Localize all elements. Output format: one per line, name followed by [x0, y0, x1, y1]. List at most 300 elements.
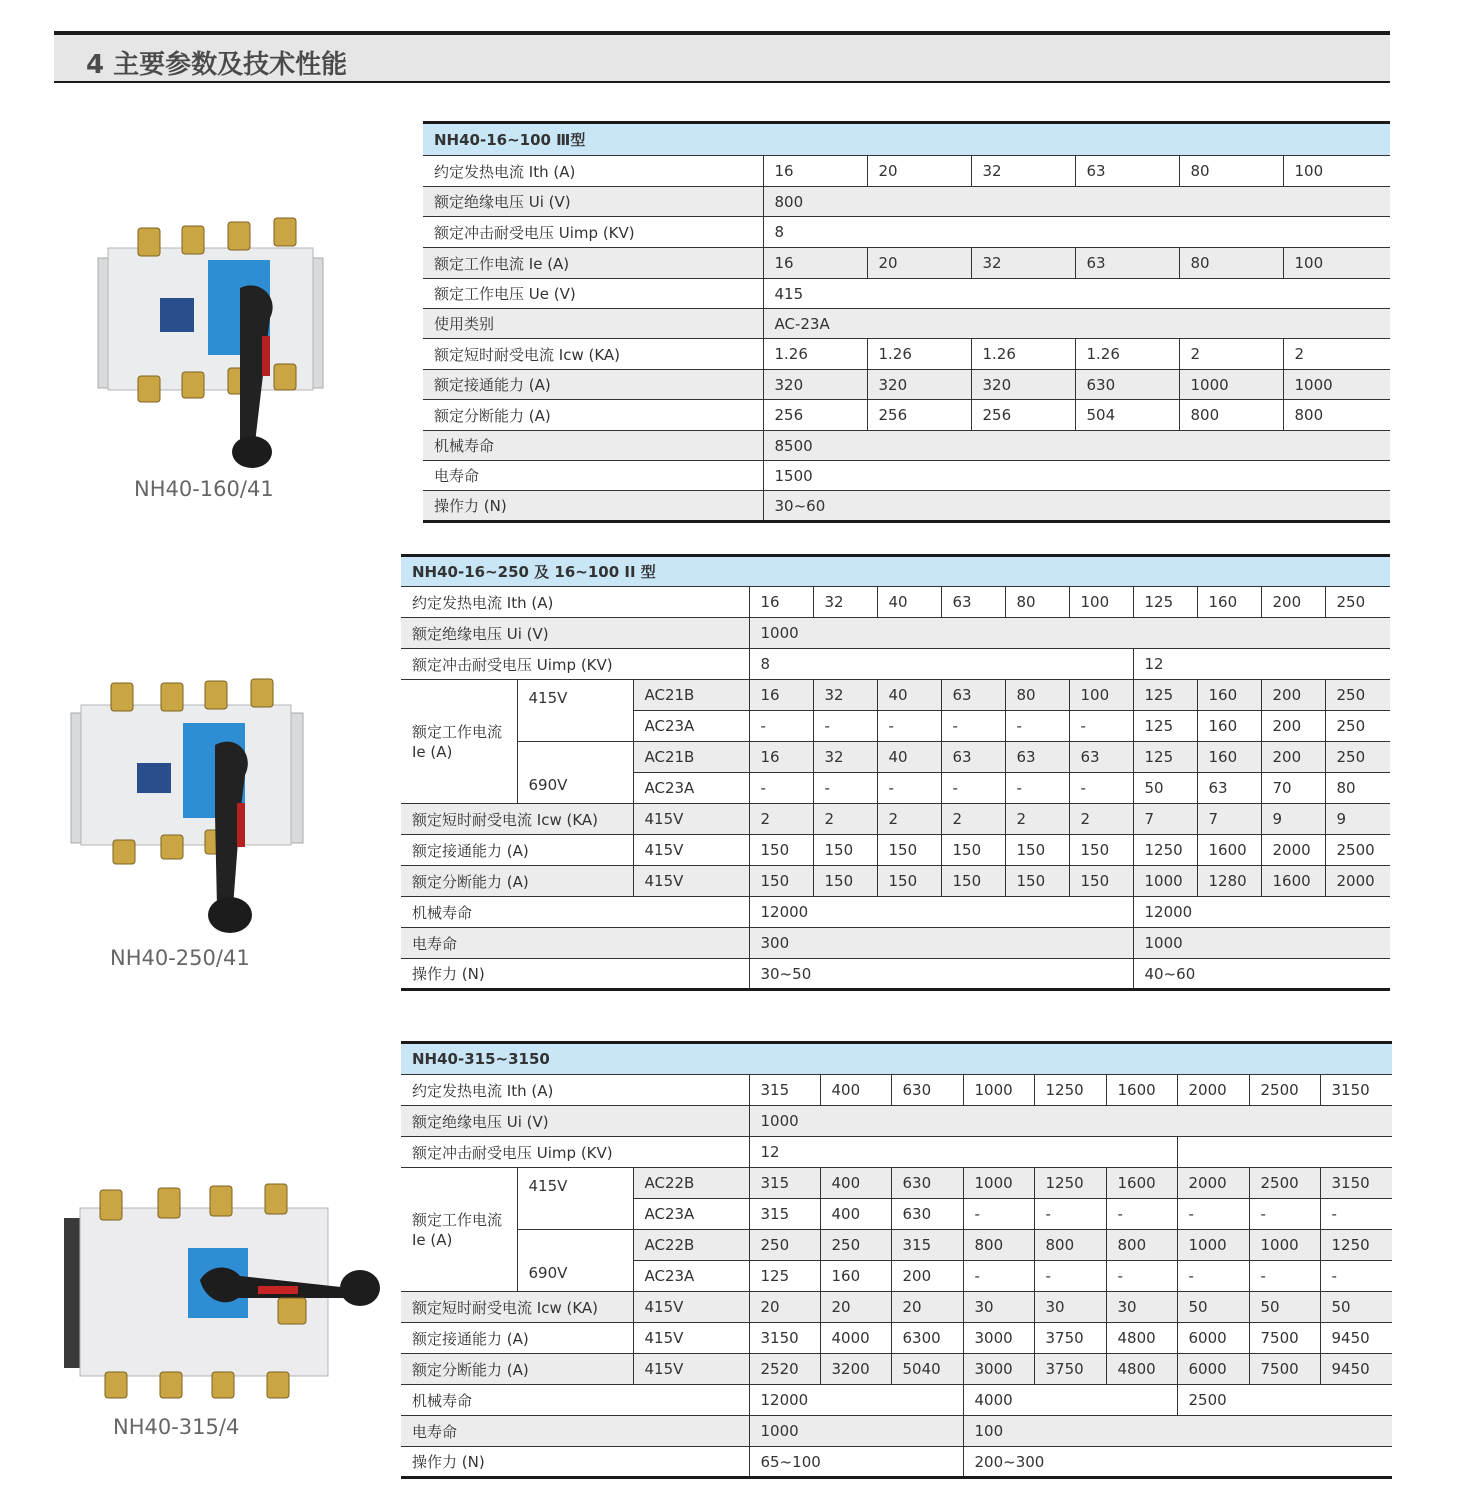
value-cell: 150: [1069, 835, 1133, 866]
table-title: NH40-16~100 Ⅲ型: [423, 123, 1390, 156]
value-cell: 30~50: [749, 959, 1133, 990]
section-title: 4 主要参数及技术性能: [86, 50, 348, 80]
voltage-cell: 415V: [633, 866, 749, 897]
value-cell: 20: [867, 248, 971, 279]
row-label: 机械寿命: [401, 897, 749, 928]
voltage-cell: 415V: [517, 1168, 633, 1230]
value-cell: -: [1106, 1199, 1177, 1230]
value-cell: 2: [1283, 339, 1390, 370]
value-cell: 250: [820, 1230, 891, 1261]
value-cell: 20: [891, 1292, 963, 1323]
voltage-cell: 415V: [517, 680, 633, 742]
row-label: 额定短时耐受电流 Icw (KA): [401, 804, 633, 835]
value-cell: 30: [1034, 1292, 1106, 1323]
value-cell: -: [1005, 773, 1069, 804]
category-cell: AC22B: [633, 1230, 749, 1261]
table-row: [423, 248, 1390, 279]
table-row: [423, 279, 1390, 309]
value-cell: 9450: [1320, 1354, 1392, 1385]
value-cell: 125: [1133, 711, 1197, 742]
table-row: [423, 370, 1390, 400]
value-cell: 415: [763, 279, 1390, 309]
value-cell: 150: [941, 835, 1005, 866]
row-label: 额定绝缘电压 Ui (V): [401, 1106, 749, 1137]
table-row: [401, 1323, 1392, 1354]
value-cell: 256: [867, 400, 971, 431]
value-cell: 160: [1197, 711, 1261, 742]
value-cell: 160: [1197, 680, 1261, 711]
value-cell: 9: [1325, 804, 1390, 835]
value-cell: 150: [749, 866, 813, 897]
value-cell: 1600: [1106, 1075, 1177, 1106]
value-cell: 32: [971, 248, 1075, 279]
row-label: 电寿命: [401, 928, 749, 959]
value-cell: 2000: [1261, 835, 1325, 866]
value-cell: 50: [1249, 1292, 1320, 1323]
value-cell: 1500: [763, 461, 1390, 491]
value-cell: 80: [1179, 248, 1283, 279]
value-cell: 400: [820, 1168, 891, 1199]
value-cell: 125: [1133, 680, 1197, 711]
category-cell: AC21B: [633, 742, 749, 773]
value-cell: 250: [1325, 587, 1390, 618]
table-row: [401, 1447, 1392, 1478]
table-row: [401, 897, 1390, 928]
value-cell: [1177, 1137, 1392, 1168]
value-cell: 63: [1005, 742, 1069, 773]
value-cell: 1250: [1034, 1075, 1106, 1106]
value-cell: -: [877, 711, 941, 742]
voltage-cell: 415V: [633, 835, 749, 866]
value-cell: 1600: [1106, 1168, 1177, 1199]
value-cell: 3150: [749, 1323, 820, 1354]
value-cell: 250: [1325, 711, 1390, 742]
value-cell: 800: [763, 187, 1390, 217]
value-cell: 630: [891, 1075, 963, 1106]
product-image-nh40-315: [60, 1180, 390, 1410]
value-cell: 2500: [1325, 835, 1390, 866]
value-cell: 3150: [1320, 1168, 1392, 1199]
table-row: [401, 649, 1390, 680]
row-label: 操作力 (N): [423, 491, 763, 522]
value-cell: 315: [749, 1168, 820, 1199]
row-label: [401, 1168, 517, 1292]
value-cell: 12000: [749, 897, 1133, 928]
value-cell: 100: [1069, 680, 1133, 711]
table-row: [401, 835, 1390, 866]
value-cell: 3150: [1320, 1075, 1392, 1106]
value-cell: 30: [963, 1292, 1034, 1323]
table-row: [401, 866, 1390, 897]
value-cell: 4000: [963, 1385, 1177, 1416]
value-cell: 150: [1005, 835, 1069, 866]
value-cell: -: [1177, 1261, 1249, 1292]
row-label: 额定接通能力 (A): [423, 370, 763, 400]
value-cell: -: [1106, 1261, 1177, 1292]
value-cell: 300: [749, 928, 1133, 959]
value-cell: 125: [1133, 742, 1197, 773]
voltage-cell: 415V: [633, 1292, 749, 1323]
category-cell: AC23A: [633, 1261, 749, 1292]
value-cell: 3750: [1034, 1323, 1106, 1354]
value-cell: 250: [749, 1230, 820, 1261]
table-row: [423, 309, 1390, 339]
value-cell: 250: [1325, 742, 1390, 773]
table-row: [401, 1168, 1392, 1199]
voltage-cell: 415V: [633, 1354, 749, 1385]
value-cell: -: [963, 1199, 1034, 1230]
table-row: [401, 804, 1390, 835]
value-cell: 32: [813, 742, 877, 773]
value-cell: -: [749, 711, 813, 742]
value-cell: 800: [1283, 400, 1390, 431]
table-row: [401, 1385, 1392, 1416]
row-label: 额定工作电压 Ue (V): [423, 279, 763, 309]
value-cell: -: [1249, 1261, 1320, 1292]
value-cell: 250: [1325, 680, 1390, 711]
value-cell: 40: [877, 587, 941, 618]
value-cell: 3200: [820, 1354, 891, 1385]
value-cell: 1250: [1320, 1230, 1392, 1261]
section-header: [54, 31, 1390, 83]
value-cell: 5040: [891, 1354, 963, 1385]
value-cell: 4800: [1106, 1354, 1177, 1385]
value-cell: 800: [1034, 1230, 1106, 1261]
value-cell: -: [1069, 711, 1133, 742]
value-cell: 1600: [1261, 866, 1325, 897]
row-label: 电寿命: [401, 1416, 749, 1447]
value-cell: 40: [877, 742, 941, 773]
value-cell: 16: [749, 742, 813, 773]
value-cell: 315: [891, 1230, 963, 1261]
value-cell: 12: [749, 1137, 1177, 1168]
value-cell: -: [1034, 1199, 1106, 1230]
product-image-nh40-160: [90, 208, 340, 468]
value-cell: 100: [1283, 156, 1390, 187]
row-label: 机械寿命: [423, 431, 763, 461]
value-cell: 320: [971, 370, 1075, 400]
value-cell: 200: [1261, 711, 1325, 742]
value-cell: 3750: [1034, 1354, 1106, 1385]
row-label: 额定接通能力 (A): [401, 835, 633, 866]
row-label: 额定接通能力 (A): [401, 1323, 633, 1354]
product-caption: NH40-250/41: [110, 946, 250, 970]
value-cell: 1000: [1249, 1230, 1320, 1261]
value-cell: 256: [971, 400, 1075, 431]
value-cell: 1000: [749, 618, 1390, 649]
value-cell: 150: [877, 835, 941, 866]
value-cell: 32: [813, 587, 877, 618]
value-cell: 63: [1075, 248, 1179, 279]
value-cell: 315: [749, 1199, 820, 1230]
row-label: 约定发热电流 Ith (A): [401, 587, 749, 618]
value-cell: 1280: [1197, 866, 1261, 897]
value-cell: 2500: [1177, 1385, 1392, 1416]
value-cell: 63: [941, 742, 1005, 773]
category-cell: AC23A: [633, 711, 749, 742]
value-cell: 2: [941, 804, 1005, 835]
value-cell: 2: [749, 804, 813, 835]
value-cell: 20: [820, 1292, 891, 1323]
value-cell: 7: [1133, 804, 1197, 835]
value-cell: 1000: [1133, 928, 1390, 959]
value-cell: 800: [1179, 400, 1283, 431]
value-cell: 32: [971, 156, 1075, 187]
value-cell: 2000: [1177, 1168, 1249, 1199]
value-cell: 3000: [963, 1323, 1034, 1354]
value-cell: -: [1005, 711, 1069, 742]
value-cell: 100: [1069, 587, 1133, 618]
table-row: [423, 431, 1390, 461]
row-label: 约定发热电流 Ith (A): [423, 156, 763, 187]
value-cell: 2: [877, 804, 941, 835]
value-cell: 1250: [1133, 835, 1197, 866]
spec-table-nh40-16-250: [401, 554, 1390, 991]
value-cell: 315: [749, 1075, 820, 1106]
table-title: NH40-315~3150: [401, 1043, 1392, 1075]
value-cell: 50: [1177, 1292, 1249, 1323]
row-label: 额定绝缘电压 Ui (V): [401, 618, 749, 649]
row-label: 额定分断能力 (A): [401, 1354, 633, 1385]
value-cell: 32: [813, 680, 877, 711]
value-cell: 2000: [1325, 866, 1390, 897]
product-caption: NH40-160/41: [134, 477, 274, 501]
value-cell: 1000: [1179, 370, 1283, 400]
table-row: [423, 491, 1390, 522]
value-cell: -: [963, 1261, 1034, 1292]
ie-label: 额定工作电流 Ie (A): [412, 1210, 503, 1249]
value-cell: -: [1069, 773, 1133, 804]
table-row: [401, 742, 1390, 773]
value-cell: -: [941, 773, 1005, 804]
value-cell: 320: [763, 370, 867, 400]
value-cell: 2500: [1249, 1168, 1320, 1199]
table-row: [401, 1075, 1392, 1106]
value-cell: 65~100: [749, 1447, 963, 1478]
value-cell: 200~300: [963, 1447, 1392, 1478]
row-label: [401, 680, 517, 804]
row-label: 约定发热电流 Ith (A): [401, 1075, 749, 1106]
value-cell: 1000: [963, 1075, 1034, 1106]
value-cell: 800: [1106, 1230, 1177, 1261]
value-cell: 6000: [1177, 1323, 1249, 1354]
value-cell: 8500: [763, 431, 1390, 461]
row-label: 额定分断能力 (A): [401, 866, 633, 897]
row-label: 额定短时耐受电流 Icw (KA): [423, 339, 763, 370]
category-cell: AC22B: [633, 1168, 749, 1199]
value-cell: AC-23A: [763, 309, 1390, 339]
ie-label: 额定工作电流 Ie (A): [412, 722, 503, 761]
table-title: NH40-16~250 及 16~100 II 型: [401, 556, 1390, 587]
value-cell: 63: [1075, 156, 1179, 187]
value-cell: 150: [1005, 866, 1069, 897]
row-label: 使用类别: [423, 309, 763, 339]
value-cell: 160: [1197, 587, 1261, 618]
product-image-nh40-250: [65, 675, 315, 940]
value-cell: 800: [963, 1230, 1034, 1261]
value-cell: 3000: [963, 1354, 1034, 1385]
table-row: [423, 400, 1390, 431]
value-cell: 40~60: [1133, 959, 1390, 990]
value-cell: 2: [813, 804, 877, 835]
category-cell: AC23A: [633, 1199, 749, 1230]
row-label: 操作力 (N): [401, 1447, 749, 1478]
voltage-cell: 415V: [633, 804, 749, 835]
value-cell: 2500: [1249, 1075, 1320, 1106]
value-cell: -: [1320, 1261, 1392, 1292]
spec-table-nh40-16-100-iii: [423, 121, 1390, 523]
voltage-cell: 690V: [517, 742, 633, 804]
value-cell: 256: [763, 400, 867, 431]
table-row: [401, 618, 1390, 649]
row-label: 额定绝缘电压 Ui (V): [423, 187, 763, 217]
category-cell: AC23A: [633, 773, 749, 804]
value-cell: -: [1034, 1261, 1106, 1292]
value-cell: 1.26: [867, 339, 971, 370]
value-cell: 200: [1261, 680, 1325, 711]
value-cell: 200: [1261, 587, 1325, 618]
value-cell: 6000: [1177, 1354, 1249, 1385]
table-row: [401, 1230, 1392, 1261]
value-cell: 63: [1197, 773, 1261, 804]
value-cell: 125: [749, 1261, 820, 1292]
row-label: 额定分断能力 (A): [423, 400, 763, 431]
value-cell: -: [1320, 1199, 1392, 1230]
value-cell: 40: [877, 680, 941, 711]
value-cell: 12000: [1133, 897, 1390, 928]
value-cell: 12: [1133, 649, 1390, 680]
value-cell: -: [813, 711, 877, 742]
value-cell: 8: [763, 217, 1390, 248]
value-cell: 150: [877, 866, 941, 897]
value-cell: 1.26: [1075, 339, 1179, 370]
value-cell: 1.26: [763, 339, 867, 370]
value-cell: 16: [763, 248, 867, 279]
value-cell: 630: [891, 1199, 963, 1230]
value-cell: -: [877, 773, 941, 804]
value-cell: 6300: [891, 1323, 963, 1354]
value-cell: 2: [1005, 804, 1069, 835]
value-cell: 70: [1261, 773, 1325, 804]
value-cell: 50: [1320, 1292, 1392, 1323]
value-cell: 63: [941, 587, 1005, 618]
value-cell: 9: [1261, 804, 1325, 835]
value-cell: 63: [1069, 742, 1133, 773]
value-cell: 400: [820, 1199, 891, 1230]
table-row: [401, 1416, 1392, 1447]
value-cell: 630: [1075, 370, 1179, 400]
value-cell: 12000: [749, 1385, 963, 1416]
value-cell: 7500: [1249, 1323, 1320, 1354]
value-cell: 8: [749, 649, 1133, 680]
value-cell: 200: [1261, 742, 1325, 773]
value-cell: 16: [749, 587, 813, 618]
value-cell: 50: [1133, 773, 1197, 804]
row-label: 额定冲击耐受电压 Uimp (KV): [401, 1137, 749, 1168]
value-cell: -: [1177, 1199, 1249, 1230]
table-row: [401, 587, 1390, 618]
value-cell: 1.26: [971, 339, 1075, 370]
value-cell: 630: [891, 1168, 963, 1199]
value-cell: 100: [1283, 248, 1390, 279]
value-cell: 150: [813, 866, 877, 897]
value-cell: 504: [1075, 400, 1179, 431]
value-cell: 9450: [1320, 1323, 1392, 1354]
value-cell: 400: [820, 1075, 891, 1106]
row-label: 操作力 (N): [401, 959, 749, 990]
spec-table-nh40-315-3150: [401, 1041, 1392, 1479]
value-cell: 2000: [1177, 1075, 1249, 1106]
table-row: [401, 1354, 1392, 1385]
value-cell: 1000: [1133, 866, 1197, 897]
value-cell: 20: [749, 1292, 820, 1323]
table-row: [401, 959, 1390, 990]
value-cell: 150: [1069, 866, 1133, 897]
value-cell: 1000: [749, 1416, 963, 1447]
value-cell: 1250: [1034, 1168, 1106, 1199]
voltage-cell: 415V: [633, 1323, 749, 1354]
value-cell: 2: [1069, 804, 1133, 835]
value-cell: 1000: [1283, 370, 1390, 400]
value-cell: 150: [749, 835, 813, 866]
value-cell: -: [813, 773, 877, 804]
value-cell: 1000: [749, 1106, 1392, 1137]
value-cell: 150: [941, 866, 1005, 897]
value-cell: -: [749, 773, 813, 804]
value-cell: 4000: [820, 1323, 891, 1354]
value-cell: 2: [1179, 339, 1283, 370]
category-cell: AC21B: [633, 680, 749, 711]
row-label: 额定工作电流 Ie (A): [423, 248, 763, 279]
table-row: [423, 339, 1390, 370]
value-cell: 16: [749, 680, 813, 711]
value-cell: 160: [820, 1261, 891, 1292]
table-row: [423, 156, 1390, 187]
row-label: 机械寿命: [401, 1385, 749, 1416]
value-cell: 30~60: [763, 491, 1390, 522]
value-cell: 7500: [1249, 1354, 1320, 1385]
table-row: [401, 928, 1390, 959]
value-cell: 80: [1005, 680, 1069, 711]
value-cell: 7: [1197, 804, 1261, 835]
value-cell: 160: [1197, 742, 1261, 773]
value-cell: 1600: [1197, 835, 1261, 866]
row-label: 额定短时耐受电流 Icw (KA): [401, 1292, 633, 1323]
value-cell: 1000: [963, 1168, 1034, 1199]
voltage-cell: 690V: [517, 1230, 633, 1292]
table-row: [423, 217, 1390, 248]
value-cell: -: [941, 711, 1005, 742]
table-row: [423, 187, 1390, 217]
table-row: [401, 1292, 1392, 1323]
value-cell: 20: [867, 156, 971, 187]
value-cell: 320: [867, 370, 971, 400]
value-cell: 150: [813, 835, 877, 866]
value-cell: 80: [1325, 773, 1390, 804]
value-cell: 4800: [1106, 1323, 1177, 1354]
value-cell: 80: [1005, 587, 1069, 618]
value-cell: -: [1249, 1199, 1320, 1230]
value-cell: 125: [1133, 587, 1197, 618]
value-cell: 100: [963, 1416, 1392, 1447]
row-label: 电寿命: [423, 461, 763, 491]
value-cell: 16: [763, 156, 867, 187]
row-label: 额定冲击耐受电压 Uimp (KV): [401, 649, 749, 680]
value-cell: 30: [1106, 1292, 1177, 1323]
value-cell: 200: [891, 1261, 963, 1292]
value-cell: 80: [1179, 156, 1283, 187]
value-cell: 63: [941, 680, 1005, 711]
